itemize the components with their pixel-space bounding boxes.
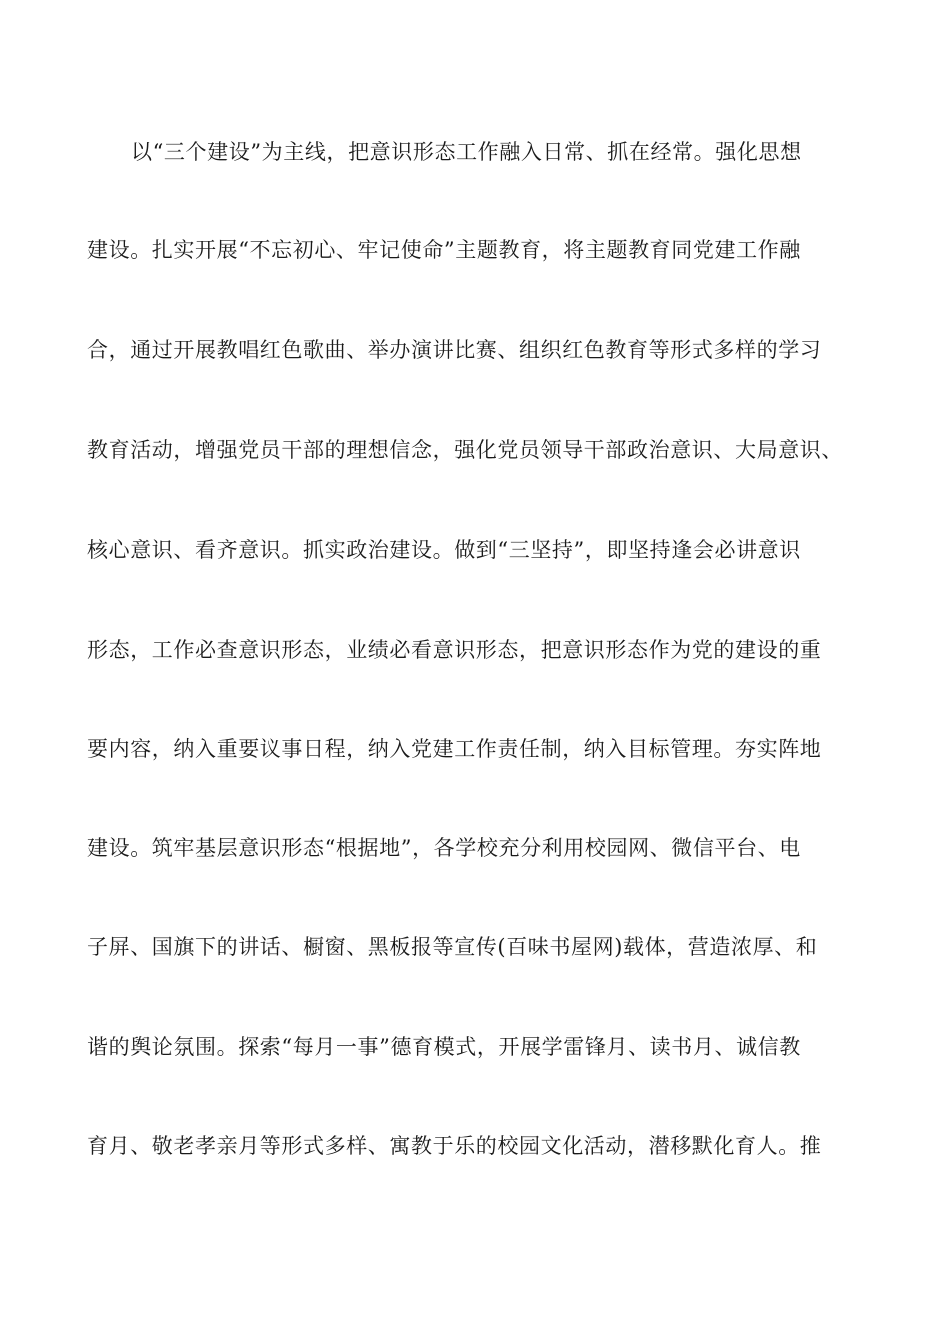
paragraph-line-6: 形态，工作必查意识形态，业绩必看意识形态，把意识形态作为党的建设的重 [87,638,822,662]
paragraph-line-3: 合，通过开展教唱红色歌曲、举办演讲比赛、组织红色教育等形式多样的学习 [87,338,822,362]
paragraph-line-4: 教育活动，增强党员干部的理想信念，强化党员领导干部政治意识、大局意识、 [87,438,843,462]
paragraph-line-5: 核心意识、看齐意识。抓实政治建设。做到“三坚持”，即坚持逢会必讲意识 [87,538,801,562]
paragraph-line-8: 建设。筑牢基层意识形态“根据地”，各学校充分利用校园网、微信平台、电 [87,836,801,860]
paragraph-line-10: 谐的舆论氛围。探索“每月一事”德育模式，开展学雷锋月、读书月、诚信教 [87,1035,801,1059]
paragraph-line-7: 要内容，纳入重要议事日程，纳入党建工作责任制，纳入目标管理。夯实阵地 [87,737,822,761]
paragraph-line-9: 子屏、国旗下的讲话、橱窗、黑板报等宣传(百味书屋网)载体，营造浓厚、和 [87,935,818,959]
paragraph-line-2: 建设。扎实开展“不忘初心、牢记使命”主题教育，将主题教育同党建工作融 [87,238,801,262]
paragraph-line-1: 以“三个建设”为主线，把意识形态工作融入日常、抓在经常。强化思想 [131,140,802,164]
paragraph-line-11: 育月、敬老孝亲月等形式多样、寓教于乐的校园文化活动，潜移默化育人。推 [87,1134,822,1158]
